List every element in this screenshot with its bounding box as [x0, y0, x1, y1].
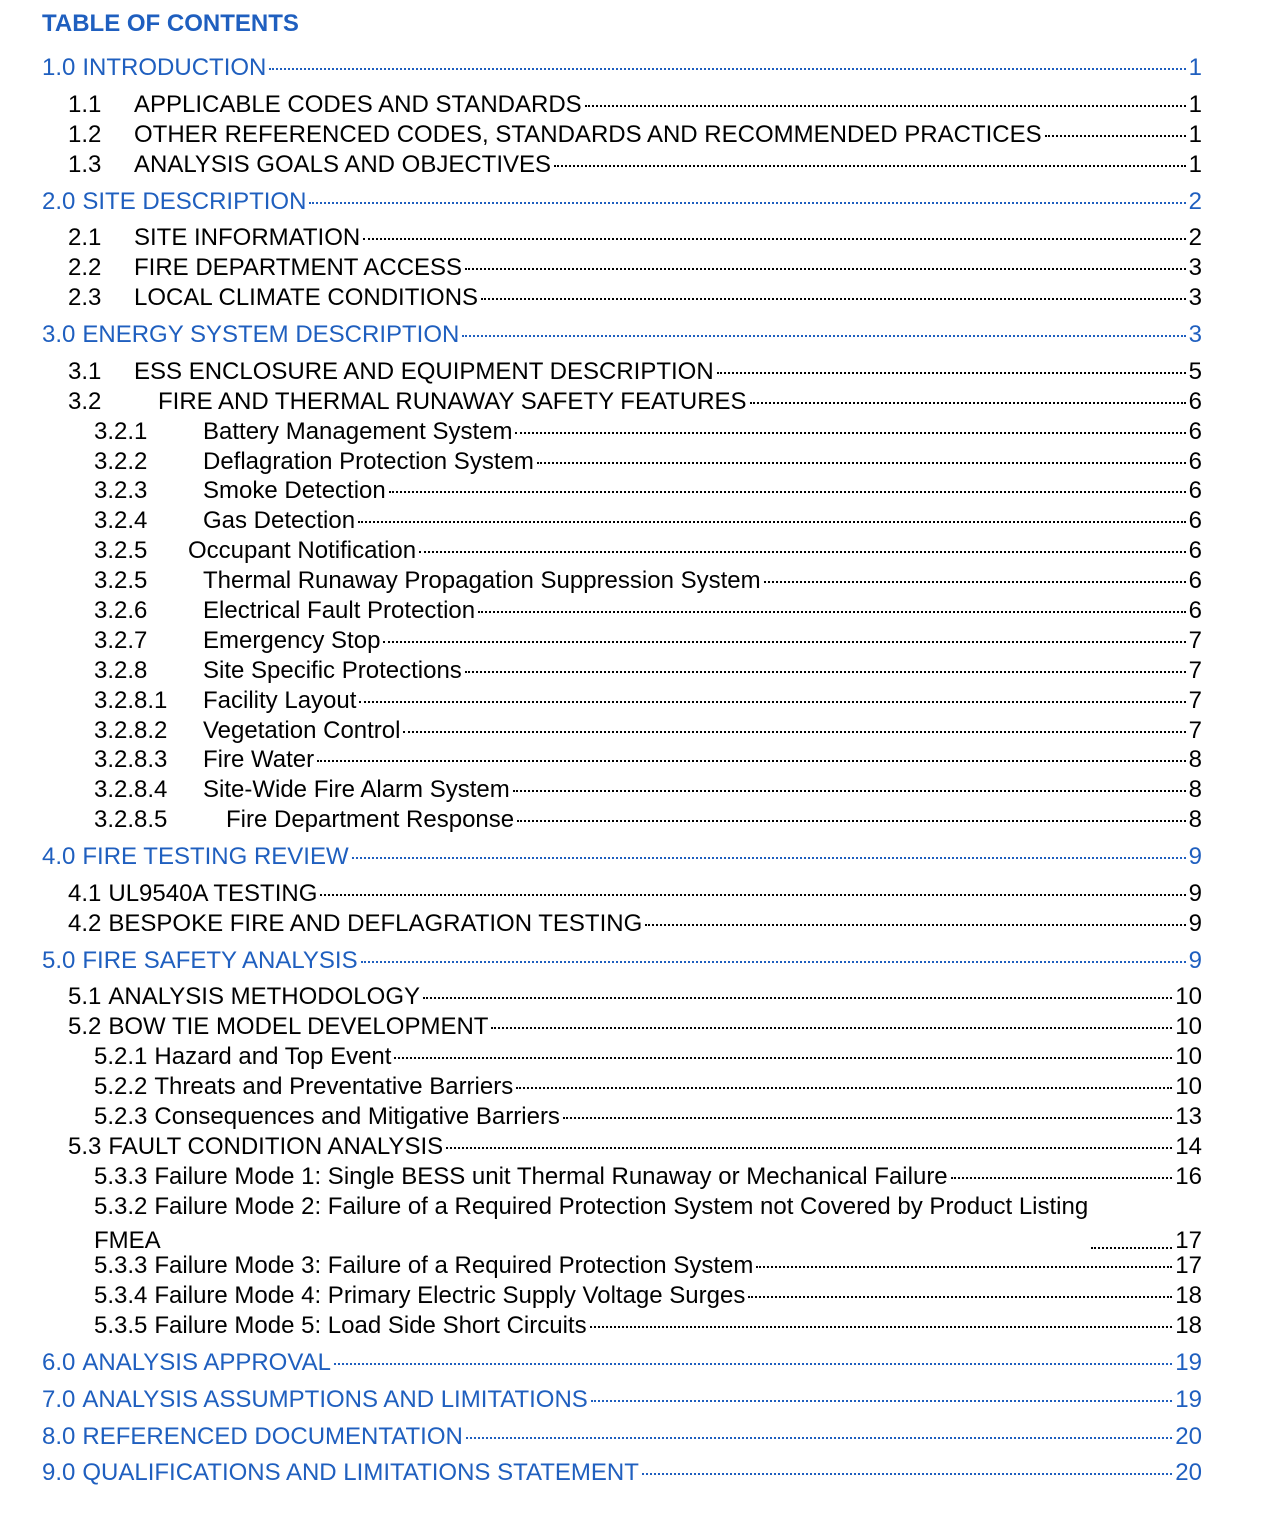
toc-entry-number: 3.2.3: [94, 477, 148, 504]
toc-entry-page-number: 8: [1188, 746, 1202, 773]
toc-entry-page-number: 8: [1188, 806, 1202, 833]
toc-entry-number: 7.0: [42, 1386, 76, 1413]
toc-entry[interactable]: [0, 448, 1202, 480]
dot-leader: [1091, 1247, 1172, 1249]
toc-entry-page-number: 6: [1188, 537, 1202, 564]
toc-entry-text: FIRE DEPARTMENT ACCESS: [134, 254, 463, 281]
toc-entry[interactable]: [0, 477, 1202, 509]
toc-entry-page-number: 5: [1188, 358, 1202, 385]
toc-entry-text: Vegetation Control: [203, 717, 401, 744]
dot-leader: [537, 462, 1186, 464]
dot-leader: [269, 68, 1185, 70]
toc-entry[interactable]: [0, 1252, 1202, 1284]
toc-entry[interactable]: [0, 843, 1202, 875]
toc-entry-text: ANALYSIS ASSUMPTIONS AND LIMITATIONS: [82, 1386, 588, 1413]
toc-entry-page-number: 1: [1188, 91, 1202, 118]
toc-entry-page-number: 1: [1188, 151, 1202, 178]
toc-entry-number: 1.1: [68, 91, 102, 118]
toc-entry-page-number: 18: [1175, 1312, 1202, 1339]
toc-entry[interactable]: [0, 388, 1202, 420]
toc-entry-text: Failure Mode 5: Load Side Short Circuits: [154, 1312, 587, 1339]
toc-entry-page-number: 10: [1175, 1043, 1202, 1070]
dot-leader: [513, 790, 1186, 792]
toc-entry-page-number: 6: [1188, 507, 1202, 534]
dot-leader: [478, 611, 1186, 613]
dot-leader: [465, 671, 1186, 673]
toc-entry-number: 5.2.3: [94, 1103, 148, 1130]
dot-leader: [515, 432, 1185, 434]
toc-entry-text: Threats and Preventative Barriers: [154, 1073, 514, 1100]
toc-entry-number: 3.2.1: [94, 418, 148, 445]
toc-entry-text: Failure Mode 1: Single BESS unit Thermal Runaway or Mechanical Failure: [154, 1163, 948, 1190]
toc-entry[interactable]: [0, 776, 1202, 808]
toc-entry-page-number: 8: [1188, 776, 1202, 803]
toc-entry-number: 5.3.3: [94, 1252, 148, 1279]
toc-entry[interactable]: [0, 567, 1202, 599]
toc-entry-text: ANALYSIS APPROVAL: [82, 1349, 331, 1376]
toc-entry-number: 1.2: [68, 121, 102, 148]
toc-entry[interactable]: [0, 746, 1202, 778]
dot-leader: [359, 701, 1185, 703]
toc-entry[interactable]: [0, 1013, 1202, 1045]
toc-entry-text: Smoke Detection: [203, 477, 386, 504]
toc-entry-number: 8.0: [42, 1423, 76, 1450]
toc-entry-page-number: 19: [1175, 1349, 1202, 1376]
toc-entry[interactable]: [0, 284, 1202, 316]
toc-entry-text: Failure Mode 2: Failure of a Required Protection System not Covered by Product Listing: [154, 1193, 1089, 1220]
toc-entry-page-number: 6: [1188, 597, 1202, 624]
toc-entry-text: Fire Department Response: [226, 806, 515, 833]
dot-leader: [334, 1363, 1172, 1365]
dot-leader: [491, 1027, 1172, 1029]
toc-entry-page-number: 2: [1188, 224, 1202, 251]
toc-entry[interactable]: [0, 1133, 1202, 1165]
dot-leader: [563, 1117, 1172, 1119]
toc-entry-text: SITE DESCRIPTION: [82, 188, 307, 215]
dot-leader: [591, 1400, 1172, 1402]
toc-entry-page-number: 10: [1175, 1073, 1202, 1100]
toc-entry-page-number: 10: [1175, 1013, 1202, 1040]
toc-entry[interactable]: [0, 983, 1202, 1015]
toc-entry[interactable]: [0, 1193, 1202, 1255]
toc-entry-page-number: 20: [1175, 1423, 1202, 1450]
toc-entry-text-continued: FMEA: [94, 1227, 161, 1254]
toc-entry-text: SITE INFORMATION: [134, 224, 361, 251]
toc-entry-page-number: 19: [1175, 1386, 1202, 1413]
toc-entry-page-number: 7: [1188, 657, 1202, 684]
dot-leader: [516, 1087, 1172, 1089]
toc-entry[interactable]: [0, 507, 1202, 539]
toc-entry-text: Electrical Fault Protection: [203, 597, 476, 624]
toc-entry[interactable]: [0, 947, 1202, 979]
toc-entry[interactable]: [0, 597, 1202, 629]
toc-entry[interactable]: [0, 321, 1202, 353]
toc-entry-page-number: 6: [1188, 448, 1202, 475]
dot-leader: [462, 335, 1185, 337]
toc-entry-text: QUALIFICATIONS AND LIMITATIONS STATEMENT: [82, 1459, 639, 1486]
toc-entry-number: 3.2.8.1: [94, 687, 168, 714]
dot-leader: [358, 521, 1186, 523]
toc-entry-text: FAULT CONDITION ANALYSIS: [108, 1133, 444, 1160]
toc-entry-number: 3.2.8.4: [94, 776, 168, 803]
toc-entry-number: 5.3.3: [94, 1163, 148, 1190]
toc-entry-page-number: 7: [1188, 627, 1202, 654]
toc-entry-text: Failure Mode 4: Primary Electric Supply Voltage Surges: [154, 1282, 746, 1309]
toc-entry[interactable]: [0, 1073, 1202, 1105]
toc-entry[interactable]: [0, 151, 1202, 183]
toc-entry-text: Site Specific Protections: [203, 657, 462, 684]
toc-entry[interactable]: [0, 1349, 1202, 1381]
toc-entry-page-number: 3: [1188, 284, 1202, 311]
toc-entry-number: 5.3.4: [94, 1282, 148, 1309]
toc-entry-number: 3.2.8.5: [94, 806, 168, 833]
toc-entry[interactable]: [0, 1423, 1202, 1455]
toc-entry-number: 2.0: [42, 188, 76, 215]
dot-leader: [317, 760, 1186, 762]
toc-entry-text: BESPOKE FIRE AND DEFLAGRATION TESTING: [108, 910, 643, 937]
toc-entry-page-number: 1: [1188, 54, 1202, 81]
toc-entry-page-number: 3: [1188, 321, 1202, 348]
toc-entry[interactable]: [0, 1386, 1202, 1418]
dot-leader: [309, 202, 1185, 204]
toc-entry-number: 4.1: [68, 880, 102, 907]
dot-leader: [446, 1147, 1172, 1149]
dot-leader: [585, 105, 1186, 107]
toc-entry-page-number: 1: [1188, 121, 1202, 148]
toc-entry-page-number: 9: [1188, 880, 1202, 907]
dot-leader: [320, 894, 1185, 896]
dot-leader: [764, 581, 1186, 583]
toc-entry-number: 2.2: [68, 254, 102, 281]
toc-entry-page-number: 3: [1188, 254, 1202, 281]
toc-entry[interactable]: [0, 687, 1202, 719]
toc-entry-page-number: 9: [1188, 910, 1202, 937]
toc-entry-page-number: 7: [1188, 717, 1202, 744]
toc-entry-text: ESS ENCLOSURE AND EQUIPMENT DESCRIPTION: [134, 358, 714, 385]
toc-entry-number: 2.3: [68, 284, 102, 311]
toc-entry-number: 5.3: [68, 1133, 102, 1160]
dot-leader: [466, 1437, 1172, 1439]
toc-entry[interactable]: [0, 224, 1202, 256]
toc-entry-text: Gas Detection: [203, 507, 356, 534]
toc-entry[interactable]: [0, 54, 1202, 86]
toc-entry-number: 3.2.8.2: [94, 717, 168, 744]
toc-entry-number: 3.2.8.3: [94, 746, 168, 773]
toc-entry-text: FIRE TESTING REVIEW: [82, 843, 349, 870]
toc-entry[interactable]: [0, 880, 1202, 912]
dot-leader: [951, 1177, 1173, 1179]
toc-entry-page-number: 6: [1188, 418, 1202, 445]
toc-entry-page-number: 16: [1175, 1163, 1202, 1190]
dot-leader: [481, 298, 1186, 300]
dot-leader: [394, 1057, 1172, 1059]
dot-leader: [363, 238, 1185, 240]
toc-entry-number: 3.2.6: [94, 597, 148, 624]
toc-entry-text: ANALYSIS METHODOLOGY: [108, 983, 420, 1010]
toc-entry-number: 2.1: [68, 224, 102, 251]
toc-entry-page-number: 6: [1188, 477, 1202, 504]
toc-entry-number: 3.2.5: [94, 567, 148, 594]
toc-entry-number: 5.2.1: [94, 1043, 148, 1070]
toc-entry-text: INTRODUCTION: [82, 54, 267, 81]
dot-leader: [389, 491, 1186, 493]
toc-entry[interactable]: [0, 1282, 1202, 1314]
toc-entry-text: Site-Wide Fire Alarm System: [203, 776, 510, 803]
toc-entry-text: APPLICABLE CODES AND STANDARDS: [134, 91, 582, 118]
toc-entry-page-number: 6: [1188, 567, 1202, 594]
toc-entry-number: 4.2: [68, 910, 102, 937]
toc-entry[interactable]: [0, 121, 1202, 153]
toc-entry[interactable]: [0, 91, 1202, 123]
dot-leader: [748, 1296, 1172, 1298]
dot-leader: [352, 857, 1186, 859]
toc-entry-text: Consequences and Mitigative Barriers: [154, 1103, 560, 1130]
dot-leader: [750, 402, 1186, 404]
dot-leader: [717, 372, 1186, 374]
dot-leader: [590, 1326, 1173, 1328]
toc-entry-number: 3.1: [68, 358, 102, 385]
dot-leader: [554, 165, 1186, 167]
toc-entry-page-number: 9: [1188, 947, 1202, 974]
toc-entry-number: 3.2.2: [94, 448, 148, 475]
toc-entry-number: 5.3.5: [94, 1312, 148, 1339]
page-title: TABLE OF CONTENTS: [42, 10, 299, 37]
dot-leader: [645, 924, 1185, 926]
dot-leader: [403, 731, 1185, 733]
toc-entry-text: OTHER REFERENCED CODES, STANDARDS AND RECOMMENDED PRACTICES: [134, 121, 1042, 148]
toc-entry-text: BOW TIE MODEL DEVELOPMENT: [108, 1013, 489, 1040]
dot-leader: [756, 1266, 1172, 1268]
toc-entry-page-number: 17: [1175, 1227, 1202, 1254]
dot-leader: [361, 961, 1186, 963]
toc-entry-page-number: 17: [1175, 1252, 1202, 1279]
toc-entry-number: 4.0: [42, 843, 76, 870]
toc-entry[interactable]: [0, 1043, 1202, 1075]
toc-entry-text: LOCAL CLIMATE CONDITIONS: [134, 284, 479, 311]
toc-entry-page-number: 10: [1175, 983, 1202, 1010]
toc-entry-number: 3.2.5: [94, 537, 148, 564]
toc-entry[interactable]: [0, 717, 1202, 749]
toc-entry-text: Thermal Runaway Propagation Suppression System: [203, 567, 761, 594]
toc-entry-page-number: 14: [1175, 1133, 1202, 1160]
toc-entry-text: Deflagration Protection System: [203, 448, 534, 475]
toc-entry[interactable]: [0, 418, 1202, 450]
toc-entry[interactable]: [0, 1459, 1202, 1491]
toc-entry-text: FIRE SAFETY ANALYSIS: [82, 947, 358, 974]
toc-entry-text: Fire Water: [203, 746, 315, 773]
dot-leader: [517, 820, 1186, 822]
toc-entry-text: Emergency Stop: [203, 627, 381, 654]
toc-entry-text: UL9540A TESTING: [108, 880, 318, 907]
toc-entry[interactable]: [0, 806, 1202, 838]
dot-leader: [465, 268, 1186, 270]
toc-entry-page-number: 13: [1175, 1103, 1202, 1130]
toc-entry[interactable]: [0, 1103, 1202, 1135]
toc-entry-number: 1.3: [68, 151, 102, 178]
toc-entry[interactable]: [0, 910, 1202, 942]
toc-entry-number: 3.0: [42, 321, 76, 348]
toc-entry-number: 5.2: [68, 1013, 102, 1040]
toc-entry-number: 9.0: [42, 1459, 76, 1486]
toc-entry-number: 5.2.2: [94, 1073, 148, 1100]
dot-leader: [419, 551, 1186, 553]
toc-entry[interactable]: [0, 188, 1202, 220]
toc-entry-text: Occupant Notification: [188, 537, 417, 564]
toc-entry-text: ENERGY SYSTEM DESCRIPTION: [82, 321, 460, 348]
toc-entry-number: 5.1: [68, 983, 102, 1010]
toc-entry[interactable]: [0, 627, 1202, 659]
toc-entry-number: 3.2.7: [94, 627, 148, 654]
toc-entry-number: 1.0: [42, 54, 76, 81]
dot-leader: [642, 1473, 1172, 1475]
toc-entry-text: REFERENCED DOCUMENTATION: [82, 1423, 463, 1450]
toc-entry-text: Battery Management System: [203, 418, 513, 445]
toc-entry-number: 6.0: [42, 1349, 76, 1376]
dot-leader: [383, 641, 1185, 643]
toc-entry-page-number: 7: [1188, 687, 1202, 714]
toc-entry-page-number: 9: [1188, 843, 1202, 870]
toc-entry[interactable]: [0, 657, 1202, 689]
toc-entry-number: 3.2.4: [94, 507, 148, 534]
toc-entry-text: Failure Mode 3: Failure of a Required Protection System: [154, 1252, 754, 1279]
toc-entry-number: 3.2.8: [94, 657, 148, 684]
toc-entry-text: Hazard and Top Event: [154, 1043, 392, 1070]
toc-entry[interactable]: [0, 1163, 1202, 1195]
toc-entry-page-number: 18: [1175, 1282, 1202, 1309]
toc-entry[interactable]: [0, 1312, 1202, 1344]
toc-entry-page-number: 2: [1188, 188, 1202, 215]
toc-entry-text: FIRE AND THERMAL RUNAWAY SAFETY FEATURES: [158, 388, 747, 415]
toc-entry[interactable]: [0, 254, 1202, 286]
toc-entry-number: 5.0: [42, 947, 76, 974]
toc-entry[interactable]: [0, 537, 1202, 569]
toc-entry-page-number: 6: [1188, 388, 1202, 415]
toc-entry-text: ANALYSIS GOALS AND OBJECTIVES: [134, 151, 552, 178]
toc-entry-page-number: 20: [1175, 1459, 1202, 1486]
toc-entry-number: 3.2: [68, 388, 102, 415]
toc-entry-number: 5.3.2: [94, 1193, 148, 1220]
dot-leader: [1045, 135, 1186, 137]
dot-leader: [423, 997, 1172, 999]
toc-entry[interactable]: [0, 358, 1202, 390]
toc-entry-text: Facility Layout: [203, 687, 357, 714]
